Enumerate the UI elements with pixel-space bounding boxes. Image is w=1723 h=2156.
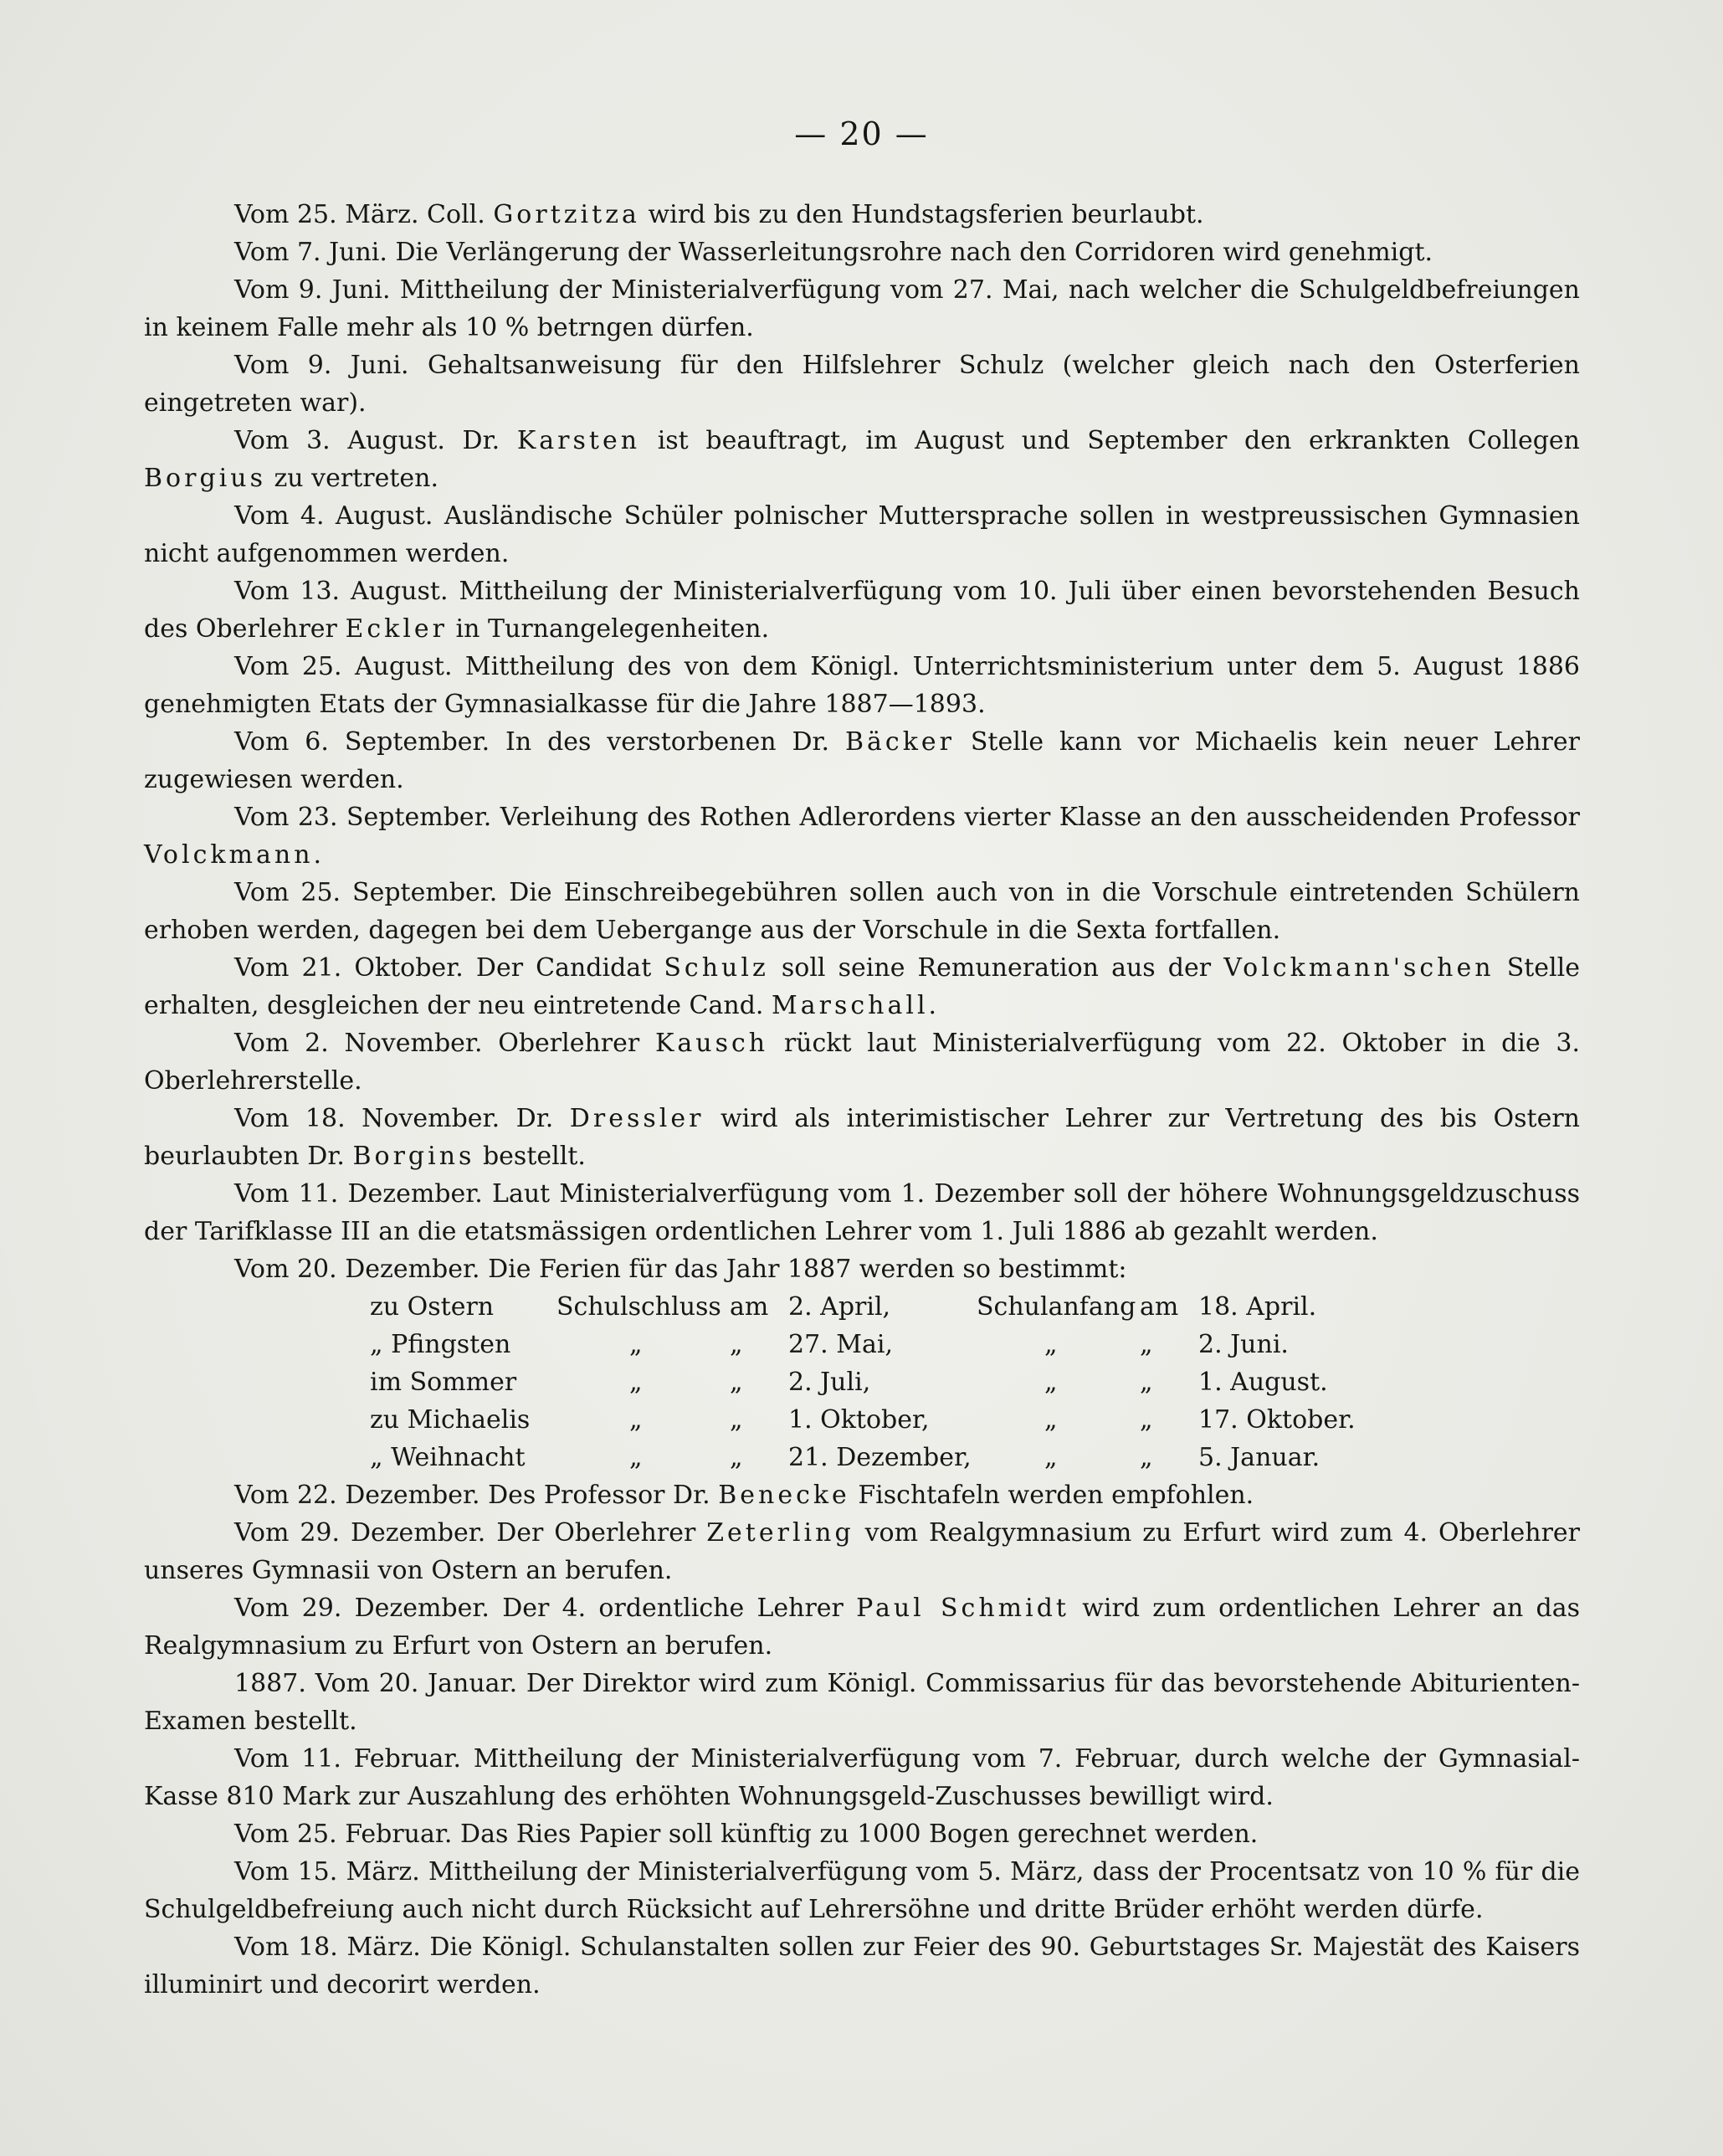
ditto-mark: „ [629,1443,643,1472]
ferien-end: 2. Juni. [1198,1330,1289,1359]
entry-date: Vom 9. Juni. [234,275,391,305]
entry-date: Vom 25. März. [234,200,419,229]
entry-date: Vom 18. März. [234,1933,421,1962]
entry-text: Des Professor Dr. Benecke Fischtafeln werden empfohlen. [488,1481,1254,1510]
entry-date: Vom 11. Dezember. [234,1179,483,1209]
ditto-mark: „ [730,1368,743,1397]
ferien-start: 1. Oktober, [788,1405,930,1435]
entry-date: Vom 25. Februar. [234,1820,453,1849]
ferien-start: 2. April, [788,1292,891,1322]
entry-date: Vom 21. Oktober. [234,953,464,983]
entry-date: Vom 4. August. [234,501,433,531]
entry-text: Die Verlängerung der Wasserleitungsrohre nach den Corridoren wird genehmigt. [395,238,1433,267]
entry-date: Vom 7. Juni. [234,238,387,267]
ferien-row [144,1326,1580,1363]
decree-entry [144,1665,1580,1740]
decree-entry [144,346,1580,422]
document-body [144,196,1580,2004]
ferien-occasion: „ Weihnacht [370,1443,526,1472]
decree-entry [144,497,1580,572]
entry-date: Vom 15. März. [234,1857,420,1887]
entry-date: Vom 29. Dezember. [234,1594,490,1623]
ditto-mark: „ [730,1330,743,1359]
decree-entry [144,949,1580,1024]
entry-date: Vom 2. November. [234,1029,483,1058]
ferien-schulschluss-label: Schulschluss [556,1292,721,1322]
decree-entry [144,1815,1580,1853]
entry-text: Ausländische Schüler polnischer Muttersprache sollen in westpreussischen Gymnasien nicht aufgenommen werden. [144,501,1580,568]
ferien-am: am [1140,1292,1179,1322]
ferien-row [144,1363,1580,1401]
entry-text: Mittheilung der Ministerialverfügung vom 7. Februar, durch welche der Gymnasial-Kasse 810 Mark zur Auszahlung des erhöhten Wohnungsgeld-Zuschusses bewilligt wird. [144,1744,1580,1811]
decree-entry [144,196,1580,234]
ferien-am: am [730,1292,769,1322]
entry-text: Die Königl. Schulanstalten sollen zur Feier des 90. Geburtstages Sr. Majestät des Kaisers illuminirt und decorirt werden. [144,1933,1580,1999]
entry-text: Die Einschreibegebühren sollen auch von in die Vorschule eintretenden Schülern erhoben werden, dagegen bei dem Uebergange aus der Vorschule in die Sexta fortfallen. [144,878,1580,945]
entry-date: Vom 9. Juni. [234,351,409,380]
ditto-mark: „ [1140,1330,1153,1359]
page-number: — 20 — [794,116,929,152]
ferien-occasion: zu Ostern [370,1292,495,1322]
entry-text: Der 4. ordentliche Lehrer Paul Schmidt wird zum ordentlichen Lehrer an das Realgymnasium zu Erfurt von Ostern an berufen. [144,1594,1581,1661]
ditto-mark: „ [629,1405,643,1435]
ferien-end: 17. Oktober. [1198,1405,1356,1435]
entry-text: Oberlehrer Kausch rückt laut Ministerialverfügung vom 22. Oktober in die 3. Oberlehrerstelle. [144,1029,1580,1096]
entry-text: Dr. Karsten ist beauftragt, im August und September den erkrankten Collegen Borgius zu vertreten. [144,426,1580,493]
decree-entry [144,234,1580,271]
entry-text: Dr. Dressler wird als interimistischer Lehrer zur Vertretung des bis Ostern beurlaubten Dr. Borgins bestellt. [144,1104,1580,1171]
entries-list [144,1476,1580,2004]
ferien-end: 18. April. [1198,1292,1317,1322]
decree-entry [144,1100,1580,1175]
entry-date: Vom 13. August. [234,577,449,606]
entry-text: In des verstorbenen Dr. Bäcker Stelle kann vor Michaelis kein neuer Lehrer zugewiesen werden. [144,727,1580,794]
entry-text: Coll. Gortzitza wird bis zu den Hundstagsferien beurlaubt. [427,200,1204,229]
ferien-occasion: zu Michaelis [370,1405,531,1435]
decree-entry [144,1024,1580,1100]
decree-entry [144,648,1580,723]
decree-entry [144,874,1580,949]
entry-date: Vom 3. August. [234,426,445,455]
entry-date: Vom 23. September. [234,803,492,832]
entry-date: Vom 11. Februar. [234,1744,462,1774]
decree-entry [144,798,1580,874]
ferien-occasion: im Sommer [370,1368,517,1397]
decree-entry [144,723,1580,798]
entry-text: Mittheilung der Ministerialverfügung vom 10. Juli über einen bevorstehenden Besuch des Oberlehrer Eckler in Turnangelegenheiten. [144,577,1580,644]
ferien-end: 5. Januar. [1198,1443,1320,1472]
ditto-mark: „ [1044,1368,1058,1397]
decree-entry [144,422,1580,497]
entry-text: Verleihung des Rothen Adlerordens vierter Klasse an den ausscheidenden Professor Volckmann. [144,803,1580,870]
entry-date: Vom 18. November. [234,1104,500,1133]
entry-text: Der Candidat Schulz soll seine Remuneration aus der Volckmann'schen Stelle erhalten, desgleichen der neu eintretende Cand. Marschall. [144,953,1581,1020]
entry-text: Die Ferien für das Jahr 1887 werden so bestimmt: [488,1255,1127,1284]
decree-entry [144,271,1580,346]
decree-entry [144,1514,1580,1589]
ferien-row [144,1288,1580,1326]
decree-entry [144,572,1580,648]
entry-text: Gehaltsanweisung für den Hilfslehrer Schulz (welcher gleich nach den Osterferien eingetreten war). [144,351,1580,418]
ditto-mark: „ [1044,1443,1058,1472]
entry-date: Vom 25. August. [234,652,453,681]
decree-entry [144,1740,1580,1815]
ferien-table [144,1288,1580,1476]
entry-date: 1887. Vom 20. Januar. [234,1669,518,1698]
decree-entry [144,1250,1580,1288]
decree-entry [144,1853,1580,1928]
ditto-mark: „ [730,1405,743,1435]
entry-date: Vom 20. Dezember. [234,1255,480,1284]
entry-text: Mittheilung des von dem Königl. Unterrichtsministerium unter dem 5. August 1886 genehmigten Etats der Gymnasialkasse für die Jahre 1887—1893. [144,652,1580,719]
entry-text: Der Direktor wird zum Königl. Commissarius für das bevorstehende Abiturienten-Examen bestellt. [144,1669,1580,1736]
ditto-mark: „ [730,1443,743,1472]
entry-text: Das Ries Papier soll künftig zu 1000 Bogen gerechnet werden. [460,1820,1259,1849]
ditto-mark: „ [1044,1330,1058,1359]
ditto-mark: „ [1044,1405,1058,1435]
entry-date: Vom 29. Dezember. [234,1518,486,1548]
ferien-row [144,1401,1580,1439]
decree-entry [144,1175,1580,1250]
ditto-mark: „ [1140,1443,1153,1472]
entry-text: Laut Ministerialverfügung vom 1. Dezember soll der höhere Wohnungsgeldzuschuss der Tarifklasse III an die etatsmässigen ordentlichen Lehrer vom 1. Juli 1886 ab gezahlt werden. [144,1179,1580,1246]
ferien-start: 27. Mai, [788,1330,893,1359]
decree-entry [144,1928,1580,2004]
decree-entry [144,1476,1580,1514]
entry-text: Der Oberlehrer Zeterling vom Realgymnasium zu Erfurt wird zum 4. Oberlehrer unseres Gymnasii von Ostern an berufen. [144,1518,1580,1585]
ditto-mark: „ [1140,1368,1153,1397]
entry-date: Vom 22. Dezember. [234,1481,480,1510]
ferien-start: 2. Juli, [788,1368,871,1397]
entry-date: Vom 25. September. [234,878,498,907]
decree-entry [144,1589,1580,1665]
ferien-start: 21. Dezember, [788,1443,972,1472]
ferien-occasion: „ Pfingsten [370,1330,511,1359]
ferien-row [144,1439,1580,1476]
ditto-mark: „ [629,1368,643,1397]
entry-text: Mittheilung der Ministerialverfügung vom 27. Mai, nach welcher die Schulgeldbefreiungen in keinem Falle mehr als 10 % betrngen dürfen. [144,275,1580,342]
entry-date: Vom 6. September. [234,727,490,757]
ditto-mark: „ [1140,1405,1153,1435]
entry-text: Mittheilung der Ministerialverfügung vom 5. März, dass der Procentsatz von 10 % für die Schulgeldbefreiung auch nicht durch Rücksicht auf Lehrersöhne und dritte Brüder erhöht werden dürfe. [144,1857,1580,1924]
entries-list [144,196,1580,1288]
ditto-mark: „ [629,1330,643,1359]
ferien-end: 1. August. [1198,1368,1328,1397]
ferien-schulanfang-label: Schulanfang [977,1292,1136,1322]
